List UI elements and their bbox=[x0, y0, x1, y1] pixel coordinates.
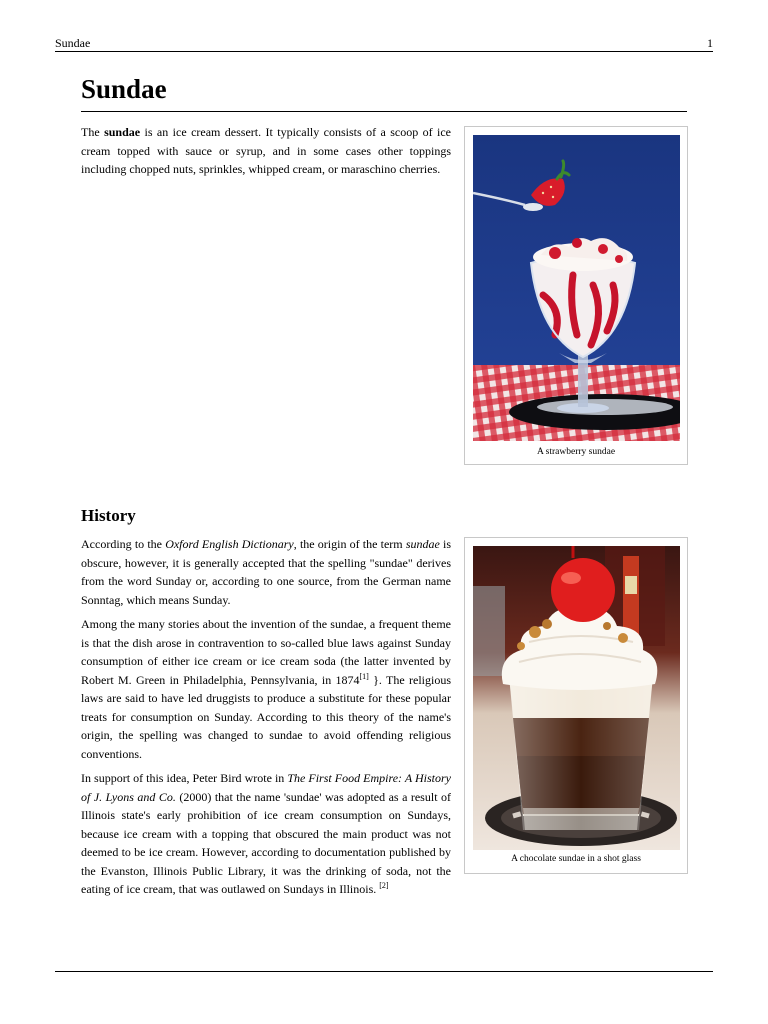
history-paragraph-1 bbox=[81, 535, 451, 609]
p3-text-a: In support of this idea, Peter Bird wrote in bbox=[81, 771, 288, 785]
citation-ref-2[interactable]: [2] bbox=[379, 881, 389, 890]
figure-caption: A strawberry sundae bbox=[536, 447, 616, 457]
chocolate-sundae-photo bbox=[473, 546, 680, 850]
p2-text-b: }. The religious laws are said to have led druggists to produce a substitute for these popular treats for consumption on Sunday. According to this theory of the name's origin, the spelling was changed to sundae to avoid offending religious conventions. bbox=[81, 672, 451, 761]
p1-italic-sundae: sundae bbox=[405, 537, 440, 551]
figure-caption: A chocolate sundae in a shot glass bbox=[511, 854, 641, 864]
history-paragraph-2 bbox=[81, 615, 451, 763]
p3-text-b: (2000) that the name 'sundae' was adopted as a result of Illinois state's early prohibition of ice cream consumption on Sundays, because ice cream with a topping that obscured the main product was not deemed to be ice cream. However, according to documentation published by the Evanston, Illinois Public Library, it was the drinking of soda, not the eating of ice cream, that was outlawed on Sundays in Illinois. bbox=[81, 789, 451, 896]
history-section bbox=[81, 535, 451, 905]
history-paragraph-3 bbox=[81, 769, 451, 899]
p3-italic-book-title: The First Food Empire: A History of J. Lyons and Co. bbox=[81, 771, 451, 804]
p1-text-c: is obscure, however, it is generally accepted that the spelling "sundae" derives from the word Sunday or, according to one source, from the German name Sonntag, which means Sunday. bbox=[81, 537, 451, 607]
article-title: Sundae bbox=[81, 74, 167, 104]
header-rule bbox=[55, 51, 713, 52]
intro-paragraph bbox=[81, 123, 451, 179]
figure-strawberry-sundae bbox=[464, 126, 688, 465]
intro-text-post: is an ice cream dessert. It typically consists of a scoop of ice cream topped with sauce or syrup, and in some cases other toppings including chopped nuts, sprinkles, whipped cream, or maraschino cherries. bbox=[81, 125, 452, 176]
intro-section bbox=[81, 123, 451, 185]
citation-ref-1[interactable]: [1] bbox=[359, 671, 369, 681]
figure-chocolate-sundae bbox=[464, 537, 688, 874]
running-header bbox=[55, 36, 713, 52]
p1-text-b: , the origin of the term bbox=[293, 537, 406, 551]
title-rule bbox=[81, 111, 687, 112]
p2-text-a: Among the many stories about the invention of the sundae, a frequent theme is that the dish arose in contravention to so-called blue laws against Sunday consumption of either ice cream or ice cream soda (the latter invented by Robert M. Green in Philadelphia, Pennsylvania, in 1874 bbox=[81, 617, 451, 687]
p1-italic-oed: Oxford English Dictionary bbox=[165, 537, 294, 551]
footer-rule bbox=[55, 971, 713, 972]
strawberry-sundae-photo bbox=[473, 135, 680, 441]
page-number: 1 bbox=[707, 36, 713, 50]
intro-text-pre: The bbox=[81, 125, 105, 139]
history-heading: History bbox=[81, 506, 136, 525]
intro-bold-term: sundae bbox=[104, 125, 141, 139]
p1-text-a: According to the bbox=[81, 537, 166, 551]
running-header-title: Sundae bbox=[55, 36, 91, 50]
